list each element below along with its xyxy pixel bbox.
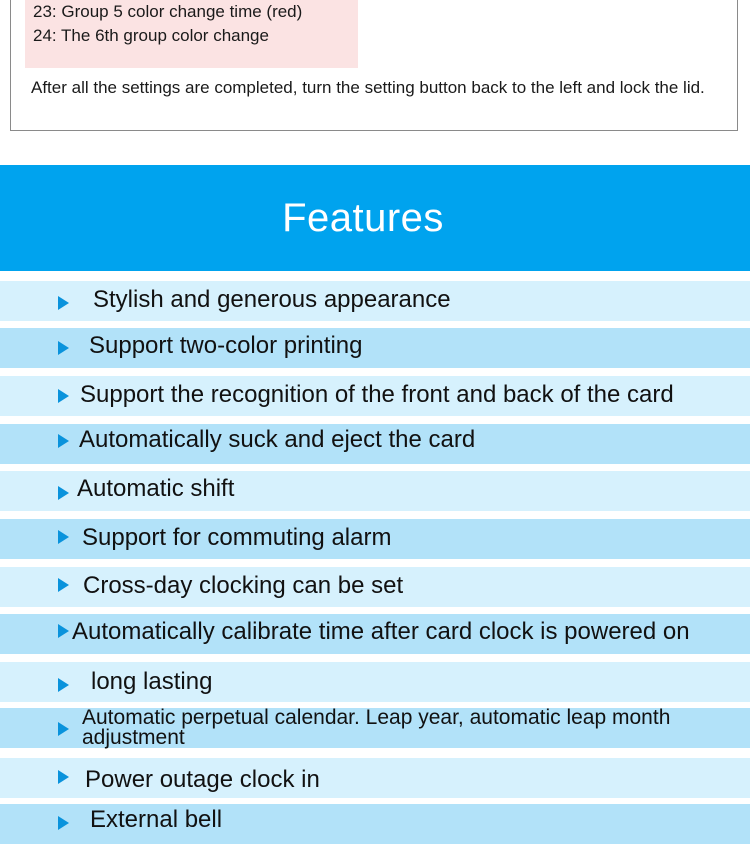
feature-row xyxy=(0,662,750,702)
feature-label: Support for commuting alarm xyxy=(82,524,392,551)
feature-row xyxy=(0,376,750,416)
feature-row xyxy=(0,519,750,559)
feature-row xyxy=(0,567,750,607)
setting-item: 23: Group 5 color change time (red) xyxy=(33,2,303,21)
feature-row xyxy=(0,281,750,321)
feature-label: External bell xyxy=(90,806,223,833)
feature-label: Stylish and generous appearance xyxy=(93,286,451,313)
feature-label: Support the recognition of the front and back of the card xyxy=(80,381,674,408)
triangle-bullet-icon xyxy=(58,434,69,448)
settings-note: After all the settings are completed, turn the setting button back to the left and lock the lid. xyxy=(31,78,705,97)
feature-label: Cross-day clocking can be set xyxy=(83,572,404,599)
features-banner xyxy=(0,165,750,271)
triangle-bullet-icon xyxy=(58,530,69,544)
triangle-bullet-icon xyxy=(58,624,69,638)
triangle-bullet-icon xyxy=(58,678,69,692)
feature-label: Automatic perpetual calendar. Leap year, automatic leap month adjustment xyxy=(82,706,671,749)
feature-label: Support two-color printing xyxy=(89,332,363,359)
feature-row xyxy=(0,758,750,798)
feature-row xyxy=(0,804,750,844)
settings-highlight xyxy=(25,0,358,68)
feature-label: Automatically suck and eject the card xyxy=(79,426,476,453)
triangle-bullet-icon xyxy=(58,578,69,592)
triangle-bullet-icon xyxy=(58,816,69,830)
feature-label: long lasting xyxy=(91,668,213,695)
feature-row xyxy=(0,614,750,654)
feature-label: Automatically calibrate time after card clock is powered on xyxy=(72,618,690,645)
features-title: Features xyxy=(282,195,444,240)
feature-row xyxy=(0,328,750,368)
settings-box xyxy=(10,0,738,131)
triangle-bullet-icon xyxy=(58,770,69,784)
feature-label: Automatic shift xyxy=(77,475,235,502)
feature-label: Power outage clock in xyxy=(85,766,320,793)
triangle-bullet-icon xyxy=(58,486,69,500)
triangle-bullet-icon xyxy=(58,389,69,403)
setting-item: 24: The 6th group color change xyxy=(33,26,269,45)
triangle-bullet-icon xyxy=(58,722,69,736)
triangle-bullet-icon xyxy=(58,296,69,310)
feature-row xyxy=(0,424,750,464)
feature-row xyxy=(0,708,750,748)
triangle-bullet-icon xyxy=(58,341,69,355)
feature-row xyxy=(0,471,750,511)
